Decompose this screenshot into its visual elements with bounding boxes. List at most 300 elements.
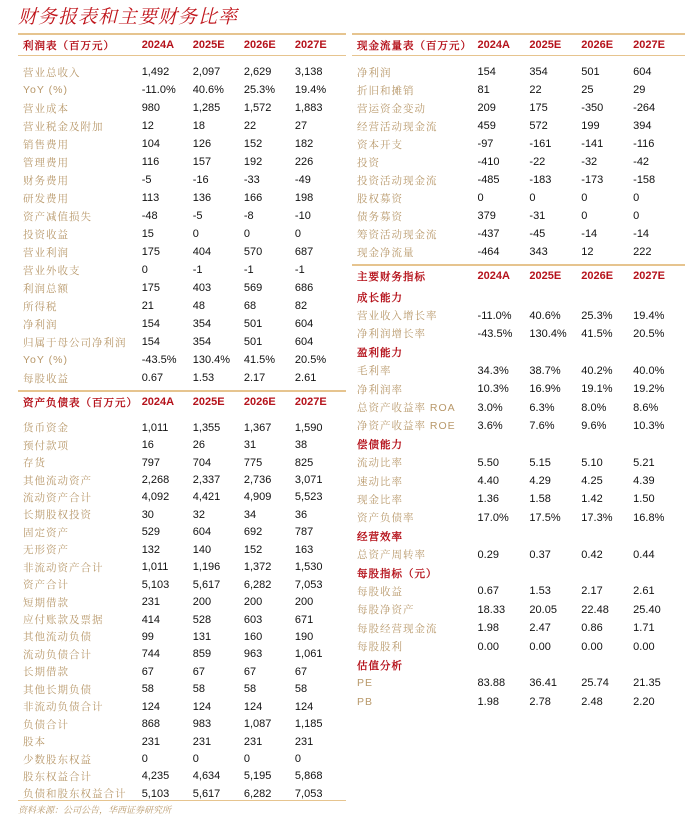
- cell-value: 0.00: [633, 640, 655, 653]
- cell-value: 104: [141, 138, 161, 150]
- table-row: [18, 541, 346, 558]
- cell-value: 2.17: [581, 585, 603, 598]
- table-row: [352, 117, 685, 135]
- table-row: [18, 454, 346, 471]
- cell-value: 132: [141, 543, 161, 556]
- cell-value: 0: [633, 192, 640, 204]
- cell-value: 200: [294, 596, 314, 609]
- cell-value: -10: [294, 210, 311, 222]
- row-label: 总资产周转率: [357, 549, 426, 562]
- section-header: [352, 564, 685, 582]
- cell-value: -161: [529, 138, 552, 150]
- cell-value: 2.61: [633, 585, 655, 598]
- cell-value: 154: [141, 318, 161, 330]
- cell-value: 231: [141, 735, 161, 748]
- cell-value: 20.05: [529, 603, 557, 616]
- cell-value: 0.67: [141, 372, 164, 384]
- cell-value: 5,523: [294, 491, 323, 504]
- cell-value: 25.3%: [581, 309, 613, 322]
- row-label: 营业成本: [23, 102, 69, 115]
- balance-sheet-table: [18, 390, 346, 803]
- cell-value: 4.29: [529, 475, 551, 488]
- table-row: [352, 674, 685, 692]
- cell-value: 1.53: [192, 372, 215, 384]
- cell-value: 136: [192, 192, 212, 204]
- table-row: [18, 207, 346, 225]
- year-header: 2026E: [243, 39, 276, 51]
- table-row: [18, 243, 346, 261]
- cell-value: 58: [141, 683, 154, 696]
- row-label: 所得税: [23, 300, 58, 313]
- cell-value: -43.5%: [477, 327, 513, 340]
- cell-value: 501: [243, 318, 263, 330]
- cell-value: 25.3%: [243, 84, 276, 96]
- year-header: 2024A: [477, 39, 510, 51]
- cell-value: 0: [243, 228, 250, 240]
- year-header: 2025E: [529, 270, 562, 282]
- cell-value: 5,868: [294, 770, 323, 783]
- cell-value: 20.5%: [294, 354, 327, 366]
- table-row: [18, 261, 346, 279]
- cell-value: 175: [141, 282, 161, 294]
- income-statement-table: [18, 33, 346, 387]
- cell-value: 1,355: [192, 421, 221, 434]
- cell-value: -14: [633, 228, 650, 240]
- cell-value: 67: [141, 665, 154, 678]
- table-title: 资产负债表（百万元）: [23, 396, 138, 409]
- cell-value: 2.20: [633, 695, 655, 708]
- row-label: 资产减值损失: [23, 210, 92, 223]
- cell-value: 1,590: [294, 421, 323, 434]
- cell-value: 41.5%: [243, 354, 276, 366]
- cell-value: 1.71: [633, 622, 655, 635]
- cell-value: 0.00: [477, 640, 499, 653]
- row-label: 负债和股东权益合计: [23, 788, 127, 801]
- cell-value: 0: [294, 753, 302, 766]
- cell-value: -5: [192, 210, 203, 222]
- row-label: 每股经营现金流: [357, 622, 438, 635]
- year-header: 2027E: [633, 270, 665, 282]
- row-label: 债务募资: [357, 210, 403, 223]
- table-row: [18, 153, 346, 171]
- table-header: [18, 33, 346, 56]
- row-label: 长期股权投资: [23, 509, 92, 522]
- year-header: 2027E: [633, 39, 665, 51]
- row-label: 归属于母公司净利润: [23, 336, 127, 349]
- row-label: 净利润: [357, 66, 392, 79]
- row-label: 流动比率: [357, 457, 403, 470]
- cell-value: 4.40: [477, 475, 499, 488]
- cell-value: 0.86: [581, 622, 603, 635]
- left-column: [18, 33, 346, 803]
- cell-value: 67: [243, 665, 257, 678]
- table-row: [18, 315, 346, 333]
- cell-value: 58: [294, 683, 308, 696]
- cell-value: 4,092: [141, 491, 170, 504]
- cell-value: 354: [192, 318, 212, 330]
- cell-value: 2.61: [294, 372, 317, 384]
- cell-value: 775: [243, 456, 263, 469]
- section-label: 估值分析: [357, 659, 403, 672]
- cell-value: 22: [243, 120, 257, 132]
- table-header: [352, 264, 685, 286]
- table-row: [18, 333, 346, 351]
- section-label: 偿债能力: [357, 438, 403, 451]
- table-row: [352, 582, 685, 600]
- cell-value: 130.4%: [529, 327, 567, 340]
- cell-value: 0.00: [581, 640, 603, 653]
- cell-value: 1,185: [294, 718, 323, 731]
- cell-value: 5,103: [141, 578, 170, 591]
- row-label: 存货: [23, 457, 46, 470]
- cell-value: 10.3%: [633, 419, 665, 432]
- cell-value: 17.5%: [529, 511, 561, 524]
- row-label: 营业总收入: [23, 66, 81, 79]
- table-row: [352, 362, 685, 380]
- cell-value: 569: [243, 282, 263, 294]
- table-row: [18, 681, 346, 698]
- section-header: [352, 435, 685, 453]
- row-label: 股东权益合计: [23, 770, 92, 783]
- section-label: 成长能力: [357, 291, 403, 304]
- cell-value: 22: [529, 84, 542, 96]
- cell-value: -43.5%: [141, 354, 177, 366]
- cell-value: 0: [243, 753, 250, 766]
- cell-value: 58: [192, 683, 206, 696]
- cell-value: 414: [141, 613, 161, 626]
- cell-value: 7,053: [294, 787, 323, 800]
- cell-value: 1.53: [529, 585, 551, 598]
- cell-value: 2.78: [529, 695, 551, 708]
- cell-value: 58: [243, 683, 257, 696]
- row-label: 少数股东权益: [23, 753, 92, 766]
- row-label: 其他流动负债: [23, 631, 92, 644]
- row-label: 投资: [357, 156, 380, 169]
- cell-value: -264: [633, 102, 656, 114]
- cell-value: 686: [294, 282, 314, 294]
- cell-value: 34.3%: [477, 364, 509, 377]
- cell-value: 0: [477, 192, 484, 204]
- row-label: 资产负债率: [357, 512, 415, 525]
- cell-value: 41.5%: [581, 327, 613, 340]
- year-header: 2026E: [581, 39, 614, 51]
- cell-value: 1.42: [581, 493, 603, 506]
- table-row: [18, 81, 346, 99]
- cell-value: 1,372: [243, 561, 272, 574]
- cell-value: 130.4%: [192, 354, 231, 366]
- cell-value: -410: [477, 156, 500, 168]
- cell-value: 4.25: [581, 475, 603, 488]
- cell-value: 36: [294, 508, 308, 521]
- table-row: [352, 693, 685, 711]
- cell-value: 82: [294, 300, 308, 312]
- table-row: [18, 593, 346, 610]
- section-label: 盈利能力: [357, 346, 403, 359]
- row-label: 投资活动现金流: [357, 174, 438, 187]
- row-label: 研发费用: [23, 192, 69, 205]
- cell-value: 787: [294, 526, 314, 539]
- row-label: 销售费用: [23, 138, 69, 151]
- cell-value: 0: [529, 192, 536, 204]
- cell-value: 0.29: [477, 548, 499, 561]
- source-note: 资料来源：公司公告，华西证券研究所: [18, 800, 346, 816]
- row-label: YoY (%): [23, 354, 68, 366]
- row-label: 货币资金: [23, 422, 69, 435]
- cell-value: 68: [243, 300, 257, 312]
- table-row: [18, 279, 346, 297]
- cell-value: -116: [633, 138, 655, 150]
- year-header: 2026E: [243, 396, 276, 408]
- cell-value: 8.6%: [633, 401, 659, 414]
- cell-value: 32: [192, 508, 206, 521]
- cell-value: 1,492: [141, 66, 170, 78]
- table-row: [18, 506, 346, 523]
- cell-value: 354: [529, 66, 548, 78]
- cell-value: 20.5%: [633, 327, 665, 340]
- cell-value: 16.9%: [529, 383, 561, 396]
- row-label: 速动比率: [357, 475, 403, 488]
- financial-ratios-table: [352, 264, 685, 711]
- section-label: 每股指标（元）: [357, 567, 438, 580]
- cell-value: 2,097: [192, 66, 221, 78]
- table-row: [352, 135, 685, 153]
- row-label: 应付账款及票据: [23, 614, 104, 627]
- cell-value: -11.0%: [477, 309, 512, 322]
- cell-value: 983: [192, 718, 212, 731]
- cell-value: 687: [294, 246, 314, 258]
- table-row: [18, 171, 346, 189]
- cell-value: 116: [141, 156, 160, 168]
- cash-flow-table: [352, 33, 685, 261]
- row-label: 营业外收支: [23, 264, 81, 277]
- row-label: 长期借款: [23, 666, 69, 679]
- cell-value: 154: [141, 336, 161, 348]
- cell-value: 4,421: [192, 491, 221, 504]
- cell-value: 692: [243, 526, 263, 539]
- table-row: [352, 153, 685, 171]
- cell-value: 5.15: [529, 456, 551, 469]
- cell-value: 671: [294, 613, 314, 626]
- cell-value: -1: [294, 264, 305, 276]
- cell-value: 5.21: [633, 456, 655, 469]
- row-label: 资本开支: [357, 138, 403, 151]
- cell-value: 6,282: [243, 578, 272, 591]
- cell-value: 570: [243, 246, 263, 258]
- table-row: [352, 380, 685, 398]
- cell-value: 40.2%: [581, 364, 613, 377]
- cell-value: 166: [243, 192, 263, 204]
- row-label: 无形资产: [23, 544, 69, 557]
- cell-value: 379: [477, 210, 496, 222]
- table-row: [18, 135, 346, 153]
- cell-value: 0: [141, 264, 148, 276]
- row-label: 经营活动现金流: [357, 120, 438, 133]
- table-row: [18, 576, 346, 593]
- cell-value: 1.50: [633, 493, 655, 506]
- cell-value: 3,138: [294, 66, 323, 78]
- cell-value: 67: [192, 665, 206, 678]
- cell-value: 226: [294, 156, 314, 168]
- cell-value: -485: [477, 174, 500, 186]
- cell-value: 4.39: [633, 475, 655, 488]
- cell-value: -5: [141, 174, 152, 186]
- row-label: PB: [357, 695, 374, 708]
- row-label: 其他长期负债: [23, 683, 92, 696]
- table-row: [18, 297, 346, 315]
- row-label: 筹资活动现金流: [357, 228, 438, 241]
- table-row: [18, 733, 346, 750]
- cell-value: 124: [141, 700, 161, 713]
- cell-value: 124: [294, 700, 314, 713]
- row-label: 现金比率: [357, 493, 403, 506]
- cell-value: 209: [477, 102, 496, 114]
- cell-value: -31: [529, 210, 546, 222]
- cell-value: 7,053: [294, 578, 323, 591]
- cell-value: 199: [581, 120, 600, 132]
- cell-value: 0.44: [633, 548, 655, 561]
- cell-value: 2,268: [141, 474, 170, 487]
- cell-value: 354: [192, 336, 212, 348]
- cell-value: -14: [581, 228, 598, 240]
- cell-value: -437: [477, 228, 500, 240]
- cell-value: 5,195: [243, 770, 272, 783]
- cell-value: 29: [633, 84, 646, 96]
- cell-value: 528: [192, 613, 212, 626]
- cell-value: 30: [141, 508, 154, 521]
- cell-value: 1.36: [477, 493, 499, 506]
- cell-value: 9.6%: [581, 419, 607, 432]
- cell-value: 5,617: [192, 787, 221, 800]
- table-row: [352, 509, 685, 527]
- cell-value: 6.3%: [529, 401, 555, 414]
- cell-value: 1,011: [141, 421, 169, 434]
- cell-value: 38: [294, 439, 308, 452]
- cell-value: -173: [581, 174, 604, 186]
- cell-value: 17.3%: [581, 511, 613, 524]
- table-row: [18, 750, 346, 767]
- cell-value: -1: [243, 264, 254, 276]
- cell-value: 200: [243, 596, 263, 609]
- cell-value: 152: [243, 138, 263, 150]
- cell-value: 2.47: [529, 622, 551, 635]
- cell-value: 604: [294, 318, 314, 330]
- cell-value: 25.40: [633, 603, 661, 616]
- cell-value: 124: [192, 700, 212, 713]
- year-header: 2025E: [192, 396, 225, 408]
- table-row: [18, 419, 346, 436]
- row-label: 财务费用: [23, 174, 69, 187]
- cell-value: 0: [141, 753, 148, 766]
- cell-value: 394: [633, 120, 652, 132]
- cell-value: 1.58: [529, 493, 551, 506]
- table-header: [352, 33, 685, 56]
- table-row: [352, 490, 685, 508]
- cell-value: 19.2%: [633, 383, 665, 396]
- cell-value: 0: [633, 210, 640, 222]
- cell-value: -141: [581, 138, 604, 150]
- cell-value: 403: [192, 282, 212, 294]
- cell-value: 231: [243, 735, 263, 748]
- cell-value: 5,103: [141, 787, 170, 800]
- cell-value: 0: [581, 210, 588, 222]
- cell-value: 4,634: [192, 770, 221, 783]
- table-row: [18, 646, 346, 663]
- table-row: [18, 225, 346, 243]
- cell-value: -33: [243, 174, 260, 186]
- cell-value: 1,011: [141, 561, 169, 574]
- cell-value: 160: [243, 630, 263, 643]
- page-title: 财务报表和主要财务比率: [18, 6, 239, 28]
- cell-value: 604: [192, 526, 212, 539]
- cell-value: 16: [141, 439, 154, 452]
- table-header: [18, 390, 346, 412]
- cell-value: 36.41: [529, 677, 557, 690]
- cell-value: 744: [141, 648, 161, 661]
- cell-value: 19.4%: [294, 84, 327, 96]
- cell-value: 163: [294, 543, 314, 556]
- row-label: 净资产收益率 ROE: [357, 420, 456, 433]
- cell-value: 2,736: [243, 474, 272, 487]
- cell-value: -1: [192, 264, 203, 276]
- table-row: [352, 601, 685, 619]
- cell-value: 27: [294, 120, 308, 132]
- cell-value: 868: [141, 718, 161, 731]
- table-row: [18, 524, 346, 541]
- row-label: 净利润: [23, 318, 58, 331]
- cell-value: 0.37: [529, 548, 551, 561]
- cell-value: -183: [529, 174, 552, 186]
- row-label: 管理费用: [23, 156, 69, 169]
- table-row: [18, 611, 346, 628]
- cell-value: 182: [294, 138, 314, 150]
- table-row: [352, 472, 685, 490]
- row-label: 营业利润: [23, 246, 69, 259]
- cell-value: 1,367: [243, 421, 272, 434]
- cell-value: 124: [243, 700, 263, 713]
- cell-value: 1.98: [477, 695, 499, 708]
- cell-value: 1,061: [294, 648, 323, 661]
- row-label: 总资产收益率 ROA: [357, 402, 456, 415]
- cell-value: -32: [581, 156, 598, 168]
- cell-value: 603: [243, 613, 263, 626]
- cell-value: 0: [192, 753, 199, 766]
- table-body: [352, 56, 685, 261]
- cell-value: 40.6%: [192, 84, 224, 96]
- cell-value: 5,617: [192, 578, 221, 591]
- cell-value: 5.50: [477, 456, 499, 469]
- cell-value: 0.00: [529, 640, 551, 653]
- cell-value: 1.98: [477, 622, 499, 635]
- table-row: [352, 417, 685, 435]
- cell-value: 7.6%: [529, 419, 555, 432]
- cell-value: 198: [294, 192, 314, 204]
- table-row: [352, 225, 685, 243]
- cell-value: -158: [633, 174, 656, 186]
- cell-value: 6,282: [243, 787, 272, 800]
- table-row: [18, 628, 346, 645]
- row-label: 每股净资产: [357, 604, 415, 617]
- cell-value: 2.48: [581, 695, 603, 708]
- cell-value: 19.1%: [581, 383, 613, 396]
- cell-value: 343: [529, 246, 548, 258]
- row-label: YoY (%): [23, 84, 68, 96]
- cell-value: 963: [243, 648, 263, 661]
- year-header: 2027E: [294, 396, 327, 408]
- row-label: 每股股利: [357, 641, 403, 654]
- table-row: [352, 81, 685, 99]
- section-label: 经营效率: [357, 530, 403, 543]
- row-label: 短期借款: [23, 596, 69, 609]
